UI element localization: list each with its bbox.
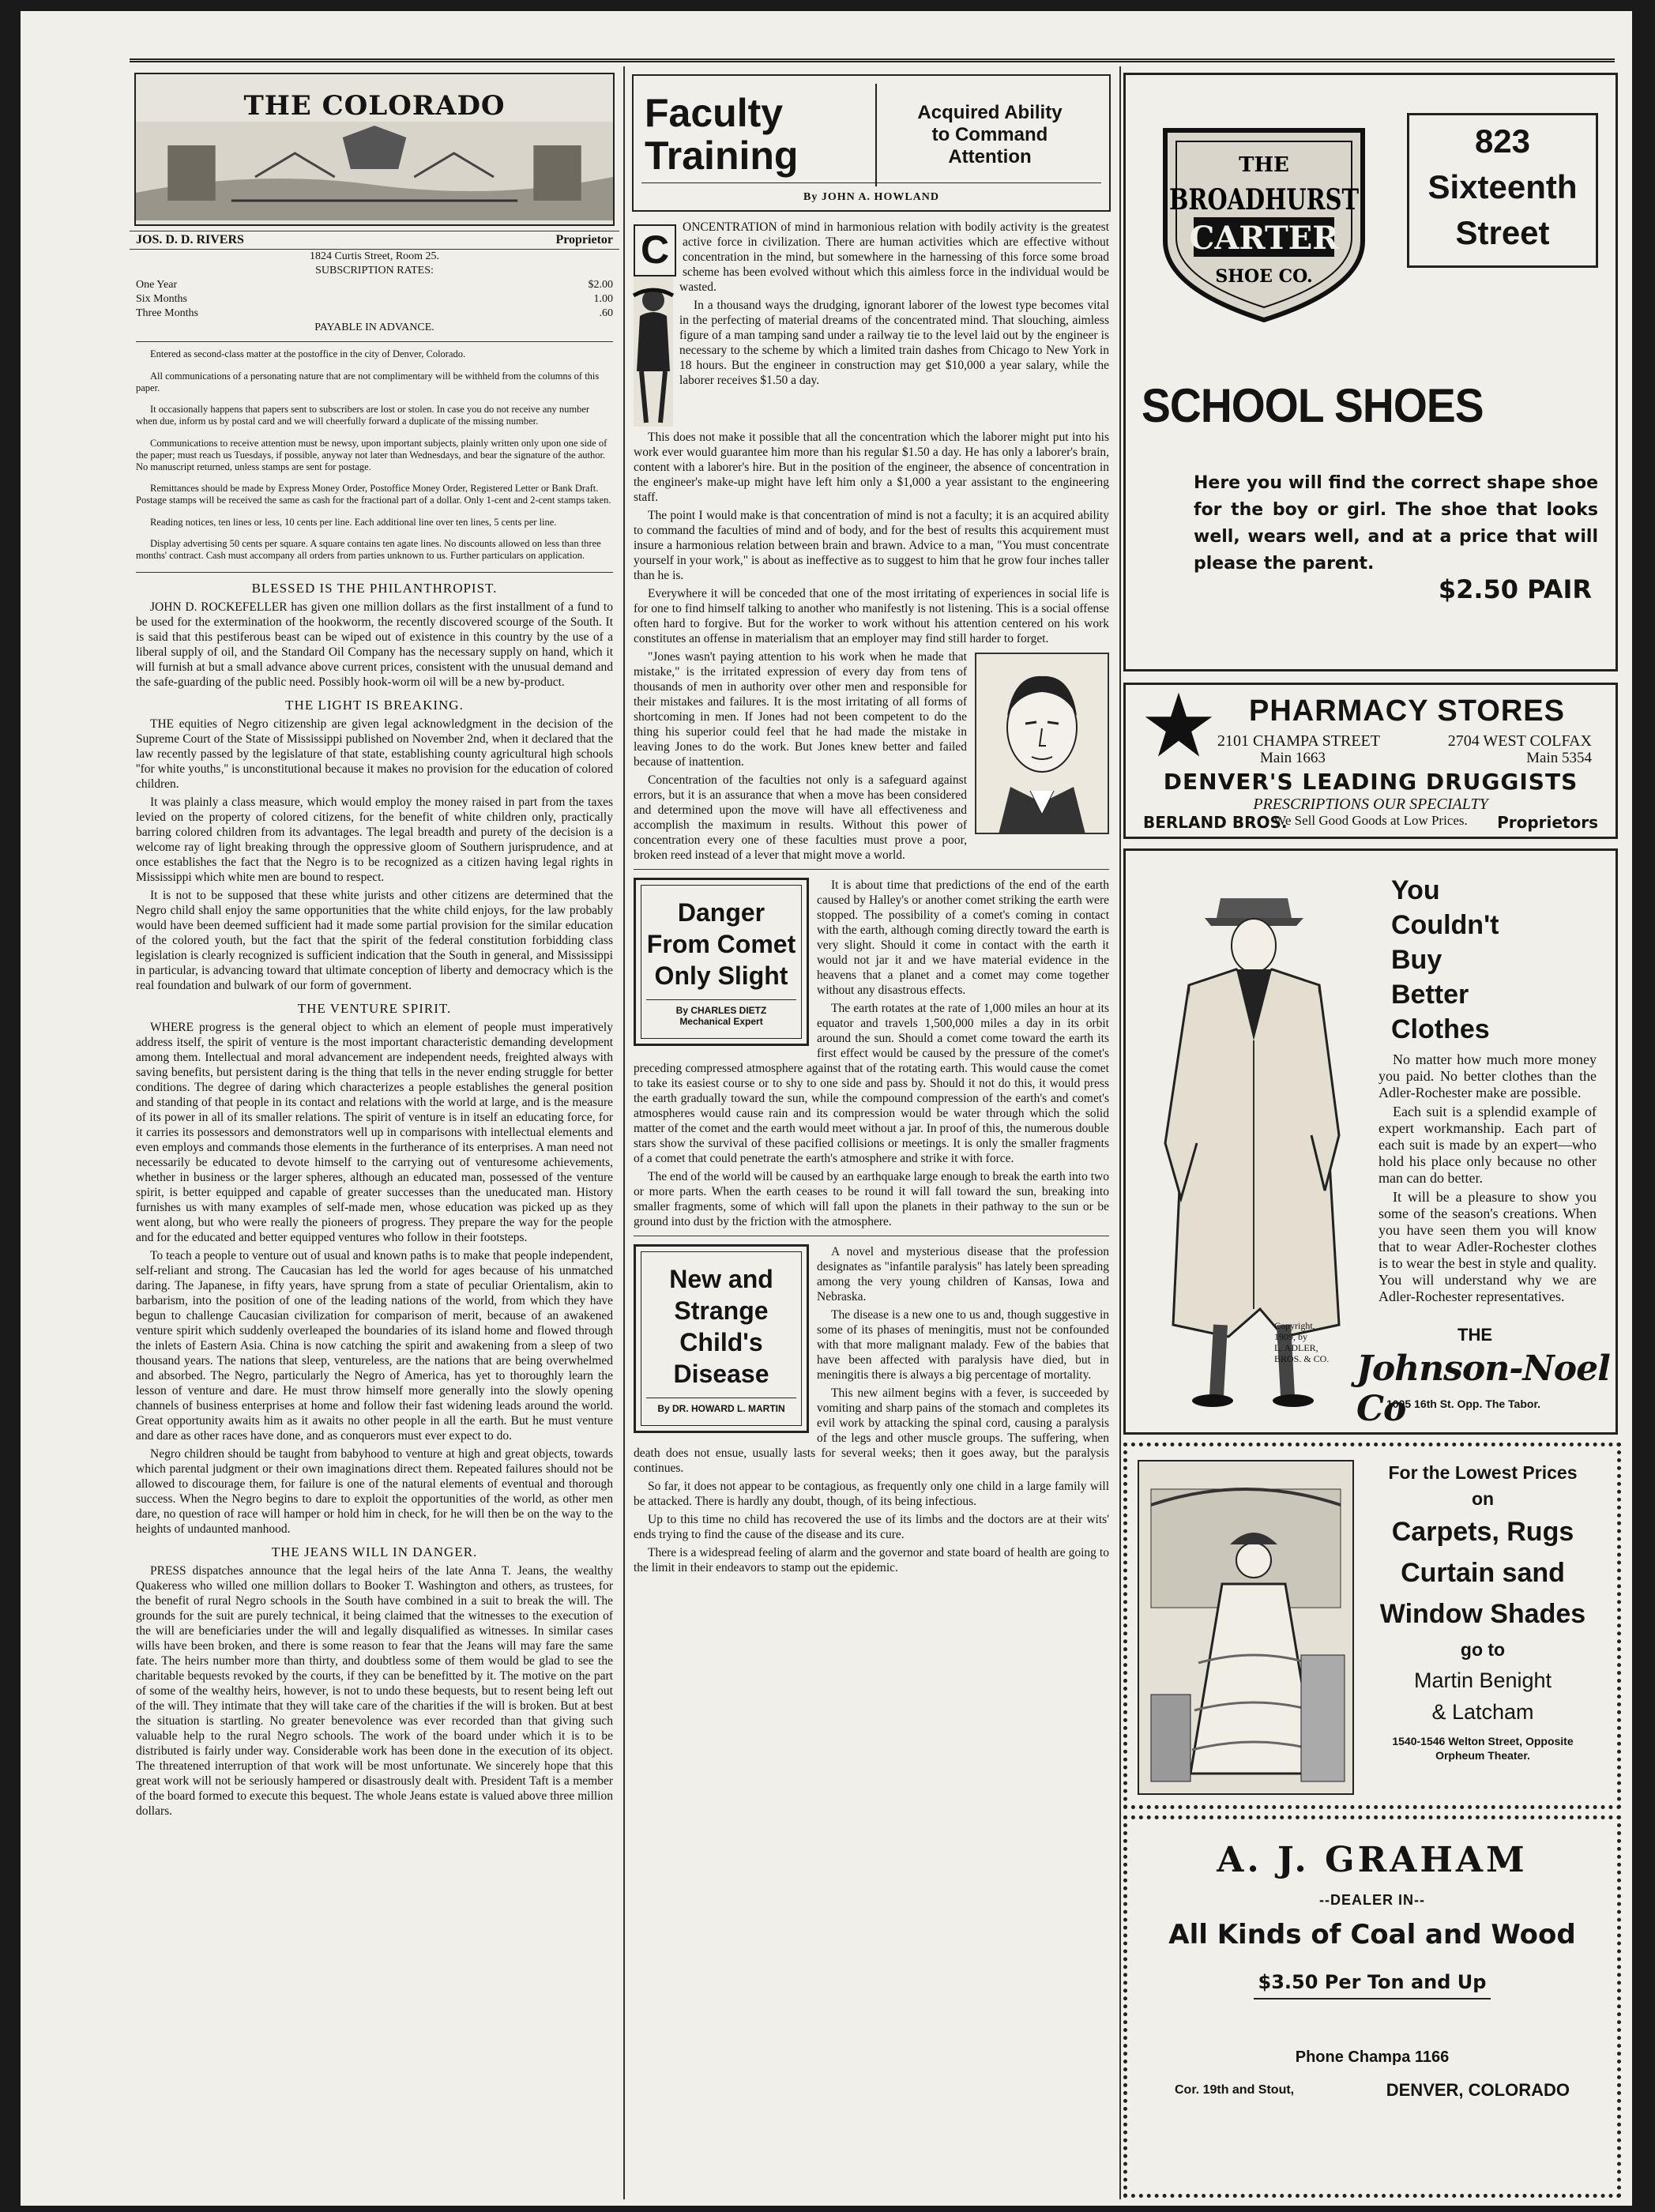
faculty-training-title <box>645 92 850 177</box>
rate-label: Three Months <box>136 307 198 319</box>
article-paragraph: To teach a people to venture out of usual and known paths is to make that people independent, self-reliant and strong. The Caucasian has led the world for ages because of his unmatched daring. The Japanese, in fifty years, have sprung from a state of peculiar Orientalism, akin to barbarism, into the position of one of the leading nations of the world, from which they have begun to challenge Caucasian civilization for comparison of merit, because of an awakened venture spirit which suddenly overleaped the boundaries of its island home and flowed through the inlets of Eastern Asia. China is now catching the spirit and awakening from a sleep of two thousand years. The nations that sleep, ventureless, are the nations that are being overwhelmed and absorbed. The Negro, particularly the Negro of America, has yet to thoroughly learn the lesson of venture and dare. He must throw himself more generally into the slowly opening channels of business enterprises at home and follow their fast widening leads around the world. Great opportunity awaits him as it awaits no other people in all the earth. But he must venture and dare as other races have done, and as conquerors must ever expect to do. <box>136 1248 613 1443</box>
top-rule <box>130 58 1615 62</box>
publisher-name: JOS. D. D. RIVERS <box>136 233 244 246</box>
subtitle-line: Attention <box>948 146 1032 167</box>
newspaper-page <box>21 11 1632 2206</box>
article-paragraph: In a thousand ways the drudging, ignorant laborer of the lowest type becomes vital in the perfecting of material dreams of the concentrated mind. That slouching, aimless figure of a man tamping sand under a railway tie to the level laid out by the engineer is necessary to the scheme by which a limited train dashes from Chicago to New York in 18 hours. But the engineer in construction may get $10,000 a year salary, while the laborer receives $1.50 a day. <box>679 299 1109 387</box>
graham-corner: Cor. 19th and Stout, <box>1175 2083 1295 2097</box>
article-paragraph: It is about time that predictions of the end of the earth caused by Halley's or another comet striking the earth were stopped. The possibility of a comet's coming in contact with the earth, although coming directly toward the earth is very slight. Should it come in contact with the earth it would not jar it and we have material evidence in the heavens that a planet and a comet may come together without any disastrous effects. <box>817 878 1109 997</box>
dropcap: C <box>634 224 676 276</box>
notice-item: Reading notices, ten lines or less, 10 cents per line. Each additional line over ten lines, 5 cents per line. <box>150 516 557 528</box>
school-shoes-price: $2.50 PAIR <box>1438 574 1592 604</box>
notice-item: It occasionally happens that papers sent to subscribers are lost or stolen. In case you do not receive any number when due, inform us by postal card and we will cheerfully forward a duplicate of the missing number. <box>136 404 590 427</box>
article-title: BLESSED IS THE PHILANTHROPIST. <box>251 580 498 596</box>
divider <box>136 572 613 573</box>
title-line: Faculty <box>645 91 784 135</box>
graham-phone: Phone Champa 1166 <box>1295 2048 1450 2066</box>
address-line: Sixteenth <box>1427 168 1578 205</box>
title-line: Training <box>645 134 799 178</box>
johnson-headline <box>1391 873 1499 1047</box>
article-paragraph: Concentration of the faculties not only is a safeguard against errors, but it is an assurance that when a move has been considered and determined upon the move will have all effectiveness and accomplish the maximum in results. Without this power of concentration every one of these faculties must prove a poor, broken reed instead of a lever that might move a world. <box>634 773 967 862</box>
rate-label: One Year <box>136 279 178 291</box>
article-paragraph: This does not make it possible that all the concentration which the laborer might put into his work ever would guarantee him more than his regular $1.50 a day. He has only a laborer's brain, content with a laborer's hire. But in the position of the engineer, the absence of concentration in the engineer's make-up might have left him only a $1,000 a year assistant to the engineering staff. <box>634 431 1109 504</box>
broadhurst-address-box <box>1407 113 1598 268</box>
divider <box>136 341 613 342</box>
woman-carpet-illustration-icon <box>1135 1458 1356 1797</box>
article-paragraph: THE equities of Negro citizenship are given legal acknowledgment in the decision of the Supreme Court of the State of Mississippi published on November 2nd, when it declared that the law recently passed by the legislature of that state, establishing county agricultural high schools ''for white youths,'' is unconstitutional because it makes no provision for the education of colored children. <box>136 717 613 791</box>
article-paragraph: It is not to be supposed that these white jurists and other citizens are determined that the Negro child shall enjoy the same opportunities that the white child enjoys, for the law probably would have been deemed sufficient had it made some partial provision for the similar education of the colored youth, but the fact that the spirit of the federal constitution forbidding class legislation is clearly recognized is sufficient indication that the South in general, and Mississippi in particular, is advancing toward that ultimate conception of liberty and democracy which is the real foundation and bulwark of our form of government. <box>136 888 613 992</box>
pharmacy-address-2: 2704 WEST COLFAX <box>1447 732 1592 750</box>
martin-benight-ad <box>1123 1443 1621 1809</box>
ad-line: Curtain sand <box>1401 1558 1565 1588</box>
headline-line: Clothes <box>1391 1014 1490 1044</box>
graham-dealer: --DEALER IN-- <box>1319 1892 1425 1908</box>
disease-headline-box <box>634 1244 809 1433</box>
graham-price: $3.50 Per Ton and Up <box>1258 1971 1487 1993</box>
disease-byline: By DR. HOWARD L. MARTIN <box>657 1403 785 1414</box>
subtitle-line: Acquired Ability <box>917 102 1063 123</box>
article-title: THE LIGHT IS BREAKING. <box>285 697 464 713</box>
carpet-ad-text <box>1356 1459 1609 1762</box>
rate-label: Six Months <box>136 293 187 305</box>
graham-coal-ad <box>1123 1815 1621 2198</box>
column-rule-1 <box>623 66 625 2199</box>
divider <box>634 869 1109 870</box>
johnson-name: Johnson-Noel Co <box>1356 1349 1610 1429</box>
rate-row <box>136 278 613 292</box>
article-paragraph: ONCENTRATION of mind in harmonious relation with bodily activity is the greatest active force in civilization. There are human activities which are effective without concentration in the mind, but somewhere in the harnessing of this force some broad scheme has been evolved without which this aimless force in the individual would be wasted. <box>679 220 1109 294</box>
johnson-copyright <box>1274 1320 1329 1364</box>
notices <box>130 348 619 562</box>
graham-city: DENVER, COLORADO <box>1386 2080 1570 2100</box>
faculty-training-subtitle <box>875 84 1103 186</box>
ad-line: & Latcham <box>1431 1700 1534 1724</box>
broadhurst-carter-logo-icon <box>1149 107 1379 328</box>
publisher-role: Proprietor <box>555 233 613 246</box>
comet-headline-box <box>634 878 809 1046</box>
subtitle-line: to Command <box>931 124 1048 145</box>
notice-item: Entered as second-class matter at the postoffice in the city of Denver, Colorado. <box>150 348 466 359</box>
column-features <box>627 66 1115 2199</box>
pharmacy-phone-2: Main 5354 <box>1526 750 1592 766</box>
pharmacy-title: PHARMACY STORES <box>1249 694 1565 728</box>
ad-paragraph: It will be a pleasure to show you some of the season's creations. When you have seen them you will know that to wear Adler-Rochester clothes is to wear the best in style and quality. You will understand why we are Adler-Rochester representatives. <box>1379 1189 1597 1304</box>
comet-article <box>627 878 1115 1229</box>
article-title: THE VENTURE SPIRIT. <box>297 1000 452 1016</box>
pharmacy-phone-1: Main 1663 <box>1260 750 1326 766</box>
logo-line: BROADHURST <box>1169 183 1360 216</box>
article-paragraph: Negro children should be taught from babyhood to venture at high and great objects, towards which parental judgment or their own imaginations direct them. Repeated failures should not be allowed to discourage them, for failure is one of the natural elements of eventual and thorough success. When the Negro begins to dare to exploit the opportunities of the world, as other men dare, no question of race will hamper or hold him in check, for he will then be on the way to the heights of undaunted manhood. <box>136 1446 613 1536</box>
pharmacy-sell-line: We Sell Good Goods at Low Prices. <box>1273 813 1468 828</box>
johnson-the: THE <box>1458 1325 1492 1345</box>
logo-line: CARTER <box>1189 220 1339 257</box>
ad-line: Carpets, Rugs <box>1391 1517 1574 1547</box>
article-paragraph: This new ailment begins with a fever, is succeeded by vomiting and sharp pains of the stomach and completes its evil work by attacking the spinal cord, causing a paralysis of the legs and other muscle groups. The suffering, when death does not ensue, usually lasts for several weeks; then it goes away, but the paralysis continues. <box>634 1386 1109 1475</box>
comet-byline-role: Mechanical Expert <box>679 1016 763 1027</box>
copyright-line: BROS. & CO. <box>1274 1353 1330 1364</box>
ad-line: Window Shades <box>1379 1599 1586 1629</box>
column-editorial <box>130 66 619 2199</box>
faculty-article <box>627 220 1115 863</box>
ad-address: 1540-1546 Welton Street, Opposite <box>1392 1735 1574 1747</box>
article-paragraph: PRESS dispatches announce that the legal heirs of the late Anna T. Jeans, the wealthy Quakeress who willed one million dollars to Booker T. Washington and others, as trustees, for the benefit of rural Negro schools in the South have combined in a suit to break the will. The grounds for the suit are purely technical, it being claimed that the witnesses to the execution of the will are beneficiaries under the will and legally disqualified as witnesses. In similar cases wills have been broken, and there is some reason to fear that the Jeans will may fare the same fate. The heirs number more than thirty, and doubtless some of them would be glad to see the charitable bequests revoked by the courts, if they can be benefitted by it. The motive on the part of some of the wealthy heirs, however, is not to undo these bequests, but to resent being left out of the will. They intimate that they will take care of the charities if the will is broken. But at best the situation is startling. No greater benevolence was ever recorded than that giving such valuable help to the rural Negro schools. The work of the board under which it is to be distributed is fairly under way. Considerable work has been done in the execution of its object. The threatened interruption of that work will be most unfortunate. We sincerely hope that this great work will not be seriously hampered or disastrously dealt with. President Taft is a member of the board formed to execute this bequest. The whole Jeans estate is valued above three million dollars. <box>136 1563 613 1818</box>
address-line: 823 <box>1474 122 1531 160</box>
article-paragraph: Everywhere it will be conceded that one of the most irritating of experiences in social life is for one to find himself talking to another who manifestly is not listening. This is a social offense often hard to forgive. But for the worker to work without his attention centered on his work constitutes an offense in materialism that an employer may find still harder to forget. <box>634 587 1109 645</box>
article-paragraph: There is a widespread feeling of alarm and the governor and state board of health are going to the limit in their endeavors to stamp out the epidemic. <box>634 1546 1109 1574</box>
overcoat-man-illustration-icon <box>1142 882 1363 1420</box>
headline-line: You <box>1391 875 1440 905</box>
star-icon <box>1143 690 1214 761</box>
rate-row <box>136 292 613 307</box>
graham-name: A. J. GRAHAM <box>1217 1840 1528 1880</box>
pharmacy-tagline: DENVER'S LEADING DRUGGISTS <box>1163 769 1578 795</box>
article-paragraph: The disease is a new one to us and, though suggestive in some of its phases of meningitis, must not be confounded with that more malignant malady. Few of the babies that have been affected with paralysis have died, but in meningitis there is always a big percentage of mortality. <box>817 1308 1109 1382</box>
school-shoes-headline: SCHOOL SHOES <box>1142 379 1484 432</box>
rate-row <box>136 307 613 321</box>
copyright-line: Copyright, <box>1274 1320 1315 1331</box>
headline-line: Better <box>1391 980 1469 1010</box>
notice-item: Remittances should be made by Express Money Order, Postoffice Money Order, Registered Letter or Bank Draft. Postage stamps will be received the same as cash for the fractional part of a dollar. Only 1-cent and 2-cent stamps taken. <box>136 483 611 506</box>
divider <box>641 182 1101 183</box>
rate-price: $2.00 <box>588 279 613 291</box>
comet-title: Danger From Comet Only Slight <box>646 898 796 990</box>
pharmacy-stores-ad <box>1123 683 1618 839</box>
johnson-text <box>1379 1051 1597 1307</box>
ad-address: Orpheum Theater. <box>1435 1749 1530 1762</box>
pharmacy-owners: BERLAND BROS. <box>1143 813 1288 832</box>
ad-line: go to <box>1460 1639 1506 1660</box>
headline-line: Buy <box>1391 945 1442 975</box>
faculty-training-header <box>632 74 1111 212</box>
laborer-illustration-icon <box>634 276 673 427</box>
notice-item: All communications of a personating nature that are not complimentary will be withheld from the columns of this paper. <box>136 370 600 393</box>
ad-line: For the Lowest Prices <box>1388 1462 1578 1483</box>
article-title: THE JEANS WILL IN DANGER. <box>271 1544 478 1559</box>
graham-coal: All Kinds of Coal and Wood <box>1168 1919 1576 1951</box>
column-advertisements <box>1123 66 1613 2207</box>
headline-line: Couldn't <box>1391 910 1499 940</box>
masthead <box>134 73 615 226</box>
article-paragraph: "Jones wasn't paying attention to his work when he made that mistake," is the irritated expression of every day from tens of thousands of men in authority over other men and responsible for their mistakes and failures. It is the most irritating of all forms of shortcoming in men. If Jones had not been competent to do the thing his superior could feel that he had made the mistake in leaving Jones to do the work. But Jones knew better and failed because of inattention. <box>634 650 967 769</box>
rates-table <box>130 278 619 321</box>
notice-item: Communications to receive attention must be newsy, upon important subjects, plainly written only upon one side of the paper; must reach us Tuesdays, if possible, anyway not later than Wednesdays, and bear the signature of the author. No manuscript returned, unless stamps are sent for postage. <box>136 437 607 472</box>
broadhurst-carter-ad <box>1123 73 1618 672</box>
notice-item: Display advertising 50 cents per square. A square contains ten agate lines. No discounts allowed on less than three months' contract. Cash must accompany all orders from parties unknown to us. Further particulars on application. <box>136 538 601 561</box>
ad-paragraph: Each suit is a splendid example of expert workmanship. Each part of each suit is made by an expert—who hold his place only because no other man can do better. <box>1379 1104 1597 1186</box>
logo-line: SHOE CO. <box>1215 266 1313 287</box>
johnson-address: 1005 16th St. Opp. The Tabor. <box>1386 1398 1541 1410</box>
portrait-illustration-icon <box>975 653 1109 834</box>
masthead-title: THE COLORADO <box>243 90 506 122</box>
article-paragraph: JOHN D. ROCKEFELLER has given one million dollars as the first installment of a fund to be used for the extermination of the hookworm, the recently discovered scourge of the South. It is said that this pestiferous beast can be wiped out of existence in this country by the use of a liberal supply of oil, and the Standard Oil Company has the necessary supply on hand, which it will furnish at but a small advance above current prices, consistent with the unusual demand and the safe-guarding of the public need. Possibly hook-worm oil will be a new by-product. <box>136 600 613 689</box>
article-paragraph: WHERE progress is the general object to which an element of people must imperatively address itself, the spirit of venture is the most important characteristic demanding development among them. Intellectual and moral advancement are independent needs, freighted always with saving benefits, but persistent daring is the thing that tells in the never ending struggle for better conditions. The degree of daring which characterizes a people establishes the general position and standing of that people in its contact and relations with the world at large, and is the measure of its power in all of its smaller relations. The spirit of venture is in itself an educating force, for it carries its possessors and demonstrators well up in comparisons with intellectual elements and even employs and commands those elements in the furtherance of its enterprises. A man need not necessarily be educated to devote himself to the carrying out of venturesome achievements, whether in business or the larger spheres, although an educated man, possessed of the venture spirit, is better equipped and capable of greater successes than the uneducated man. History furnishes us with many examples of self-made men, whose education was picked up as they went along, but who were really the pioneers of progress. They prepare the way for the people and for the educated and better equipped ventures who follow in their footsteps. <box>136 1020 613 1244</box>
copyright-line: 1909, by <box>1274 1331 1307 1342</box>
masthead-engraving-icon <box>136 122 613 220</box>
johnson-noel-ad <box>1123 848 1618 1435</box>
disease-article <box>627 1244 1115 1575</box>
ad-paragraph: No matter how much more money you paid. No better clothes than the Adler-Rochester make are possible. <box>1379 1051 1597 1100</box>
office-address: 1824 Curtis Street, Room 25. <box>309 250 440 262</box>
article-paragraph: The earth rotates at the rate of 1,000 miles an hour at its equator and travels 1,500,000 miles a day in its orbit around the sun. Should a comet come toward the earth its first effect would be caused by the pressure of the comet's preceding compressed atmosphere against that of the rotating earth. This would cause the comet to take its easiest course or to shy to one side and pass by. Should it not do this, it would press the earth gradually toward the sun, while the compound compression of the earth's and comet's atmospheres would cause rain and its compression would be water through which the solid matter of the comet and the earth would meet without a jar. In proof of this, the numerous double stars show the survival of these pacified collisions or meetings. It is only the smaller fragments of a comet that could penetrate the earth's atmosphere and strike it with force. <box>634 1002 1109 1165</box>
ad-line: on <box>1471 1488 1495 1509</box>
rates-title: SUBSCRIPTION RATES: <box>315 265 434 276</box>
logo-line: THE <box>1239 153 1289 177</box>
disease-title: New and Strange Child's Disease <box>669 1265 773 1388</box>
article-paragraph: So far, it does not appear to be contagious, as frequently only one child in a large family will be attacked. There is hardly any doubt, though, of its being infectious. <box>634 1480 1109 1508</box>
pharmacy-address-1: 2101 CHAMPA STREET <box>1217 732 1380 750</box>
school-shoes-text: Here you will find the correct shape shoe for the boy or girl. The shoe that looks well, wears well, and at a price that will please the parent. <box>1194 473 1598 574</box>
article-paragraph: The point I would make is that concentration of mind is not a faculty; it is an acquired ability to command the faculties of mind and of body, and for the best of results this acquirement must insure a harmonious relation between brain and brawn. Advice to a man, "You must concentrate yourself in your work," is about as ineffective as to suggest to him that he grow four inches taller than he is. <box>634 509 1109 582</box>
article-paragraph: It was plainly a class measure, which would employ the money raised in part from the taxes levied on the property of colored citizens, for the benefit of white children only, practically barring colored children from its advantages. The legal breadth and purety of the decision is a welcome ray of light breaking through the oppressive gloom of Southern jurisprudence, and at once establishes the fact that the Negro is to be recognized as a citizen having legal rights in Mississippi which white men are bound to respect. <box>136 795 613 884</box>
copyright-line: L. ADLER, <box>1274 1342 1318 1353</box>
address-line: Street <box>1455 214 1550 251</box>
article-paragraph: A novel and mysterious disease that the profession designates as "infantile paralysis" has lately been spreading among the very young children of Kansas, Iowa and Nebraska. <box>817 1245 1109 1304</box>
rate-price: 1.00 <box>593 293 613 305</box>
article-paragraph: Up to this time no child has recovered the use of its limbs and the doctors are at their wits' ends trying to find the cause of the disease and its cure. <box>634 1513 1109 1541</box>
byline: By JOHN A. HOWLAND <box>803 191 939 203</box>
divider <box>1254 1998 1491 1999</box>
comet-byline: By CHARLES DIETZ <box>675 1005 767 1016</box>
pharmacy-owners-role: Proprietors <box>1497 813 1598 832</box>
article-paragraph: The end of the world will be caused by an earthquake large enough to break the earth into two or more parts. When the earth ceases to be round it will fall toward the sun, breaking into smaller fragments, some of which will fall upon the planets in their pathway to the sun or be ground into dust by the friction with the atmosphere. <box>634 1170 1109 1228</box>
payable-notice: PAYABLE IN ADVANCE. <box>314 322 434 333</box>
publisher-line <box>130 231 619 250</box>
column-rule-2 <box>1119 66 1121 2199</box>
pharmacy-specialty: PRESCRIPTIONS OUR SPECIALTY <box>1253 796 1488 813</box>
ad-line: Martin Benight <box>1413 1668 1552 1692</box>
rate-price: .60 <box>599 307 613 319</box>
